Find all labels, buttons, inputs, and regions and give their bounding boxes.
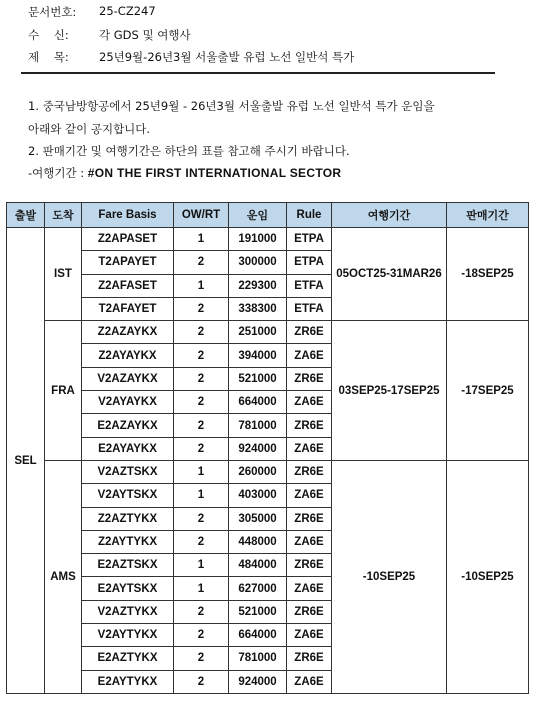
fare-basis-cell: E2AZTYKX [82,647,174,670]
fare-cell: 484000 [229,554,287,577]
fare-basis-cell: E2AZTSKX [82,554,174,577]
fare-cell: 664000 [229,391,287,414]
header-fare-basis: Fare Basis [82,203,174,228]
sales-period-cell: -17SEP25 [447,321,529,461]
recipient-value: 각 GDS 및 여행사 [99,28,191,42]
rule-cell: ZA6E [287,670,332,693]
rule-cell: ZA6E [287,344,332,367]
fare-cell: 251000 [229,321,287,344]
destination-cell: FRA [45,321,82,461]
fare-basis-cell: V2AZAYKX [82,367,174,390]
owrt-cell: 2 [174,367,229,390]
rule-cell: ZA6E [287,577,332,600]
owrt-cell: 2 [174,437,229,460]
owrt-cell: 2 [174,624,229,647]
fare-cell: 781000 [229,414,287,437]
owrt-cell: 2 [174,321,229,344]
fare-basis-cell: Z2AZAYKX [82,321,174,344]
fare-basis-cell: T2AFAYET [82,297,174,320]
fare-basis-cell: Z2APASET [82,228,174,251]
table-row [7,228,529,251]
rule-cell: ZA6E [287,624,332,647]
owrt-cell: 1 [174,577,229,600]
fare-cell: 924000 [229,670,287,693]
owrt-cell: 2 [174,344,229,367]
fare-basis-cell: V2AZTSKX [82,460,174,483]
table-row [7,321,529,344]
recipient-label: 수 신: [28,28,69,42]
fare-cell: 781000 [229,647,287,670]
owrt-cell: 2 [174,647,229,670]
rule-cell: ZR6E [287,507,332,530]
rule-cell: ETFA [287,274,332,297]
fare-cell: 229300 [229,274,287,297]
owrt-cell: 2 [174,251,229,274]
fare-basis-cell: Z2AYAYKX [82,344,174,367]
fare-cell: 260000 [229,460,287,483]
origin-cell: SEL [7,228,45,694]
owrt-cell: 2 [174,414,229,437]
table-header-row [7,203,529,228]
header-sales-period: 판매기간 [447,203,529,228]
header-fare: 운임 [229,203,287,228]
fare-basis-cell: V2AYAYKX [82,391,174,414]
header-divider [21,72,495,74]
subject-value: 25년9월-26년3월 서울출발 유럽 노선 일반석 특가 [99,50,355,64]
header-travel-period: 여행기간 [332,203,447,228]
rule-cell: ZA6E [287,437,332,460]
sales-period-cell: -18SEP25 [447,228,529,321]
fare-cell: 664000 [229,624,287,647]
fare-cell: 448000 [229,530,287,553]
fare-table [6,202,529,694]
owrt-cell: 2 [174,297,229,320]
rule-cell: ZR6E [287,321,332,344]
fare-cell: 521000 [229,367,287,390]
fare-basis-cell: T2APAYET [82,251,174,274]
travel-period-cell: 05OCT25-31MAR26 [332,228,447,321]
travel-period-cell: -10SEP25 [332,460,447,693]
sales-period-cell: -10SEP25 [447,460,529,693]
paragraph-2: 2. 판매기간 및 여행기간은 하단의 표를 참고해 주시기 바랍니다. [28,144,350,158]
owrt-cell: 2 [174,507,229,530]
rule-cell: ZR6E [287,647,332,670]
fare-cell: 403000 [229,484,287,507]
rule-cell: ZR6E [287,367,332,390]
rule-cell: ZA6E [287,391,332,414]
owrt-cell: 2 [174,670,229,693]
travel-period-cell: 03SEP25-17SEP25 [332,321,447,461]
fare-basis-cell: V2AYTSKX [82,484,174,507]
subject-label: 제 목: [28,50,69,64]
rule-cell: ZA6E [287,484,332,507]
travel-period-note [28,165,341,181]
doc-number-value: 25-CZ247 [99,4,156,18]
rule-cell: ZR6E [287,414,332,437]
fare-basis-cell: V2AYTYKX [82,624,174,647]
rule-cell: ZR6E [287,554,332,577]
travel-period-prefix: -여행기간 : [28,166,88,180]
owrt-cell: 1 [174,554,229,577]
fare-cell: 394000 [229,344,287,367]
rule-cell: ZA6E [287,530,332,553]
fare-basis-cell: Z2AZTYKX [82,507,174,530]
owrt-cell: 1 [174,460,229,483]
fare-cell: 521000 [229,600,287,623]
doc-number-label: 문서번호: [28,5,77,19]
table-body [7,228,529,694]
fare-basis-cell: E2AYAYKX [82,437,174,460]
table-row [7,460,529,483]
owrt-cell: 1 [174,228,229,251]
fare-cell: 924000 [229,437,287,460]
travel-period-sector: #ON THE FIRST INTERNATIONAL SECTOR [87,166,342,180]
fare-cell: 305000 [229,507,287,530]
paragraph-1-line-1: 1. 중국남방항공에서 25년9월 - 26년3월 서울출발 유럽 노선 일반석 특가 운임을 [28,99,435,113]
owrt-cell: 1 [174,274,229,297]
fare-basis-cell: E2AZAYKX [82,414,174,437]
paragraph-1-line-2: 아래와 같이 공지합니다. [28,122,151,136]
header-origin: 출발 [7,203,45,228]
fare-basis-cell: E2AYTYKX [82,670,174,693]
rule-cell: ETPA [287,251,332,274]
fare-basis-cell: Z2AYTYKX [82,530,174,553]
header-owrt: OW/RT [174,203,229,228]
destination-cell: AMS [45,460,82,693]
rule-cell: ETFA [287,297,332,320]
destination-cell: IST [45,228,82,321]
header-destination: 도착 [45,203,82,228]
owrt-cell: 2 [174,391,229,414]
rule-cell: ZR6E [287,600,332,623]
fare-cell: 300000 [229,251,287,274]
owrt-cell: 2 [174,530,229,553]
rule-cell: ETPA [287,228,332,251]
fare-basis-cell: V2AZTYKX [82,600,174,623]
rule-cell: ZR6E [287,460,332,483]
fare-basis-cell: Z2AFASET [82,274,174,297]
fare-cell: 338300 [229,297,287,320]
fare-basis-cell: E2AYTSKX [82,577,174,600]
fare-cell: 627000 [229,577,287,600]
fare-cell: 191000 [229,228,287,251]
owrt-cell: 2 [174,600,229,623]
owrt-cell: 1 [174,484,229,507]
header-rule: Rule [287,203,332,228]
